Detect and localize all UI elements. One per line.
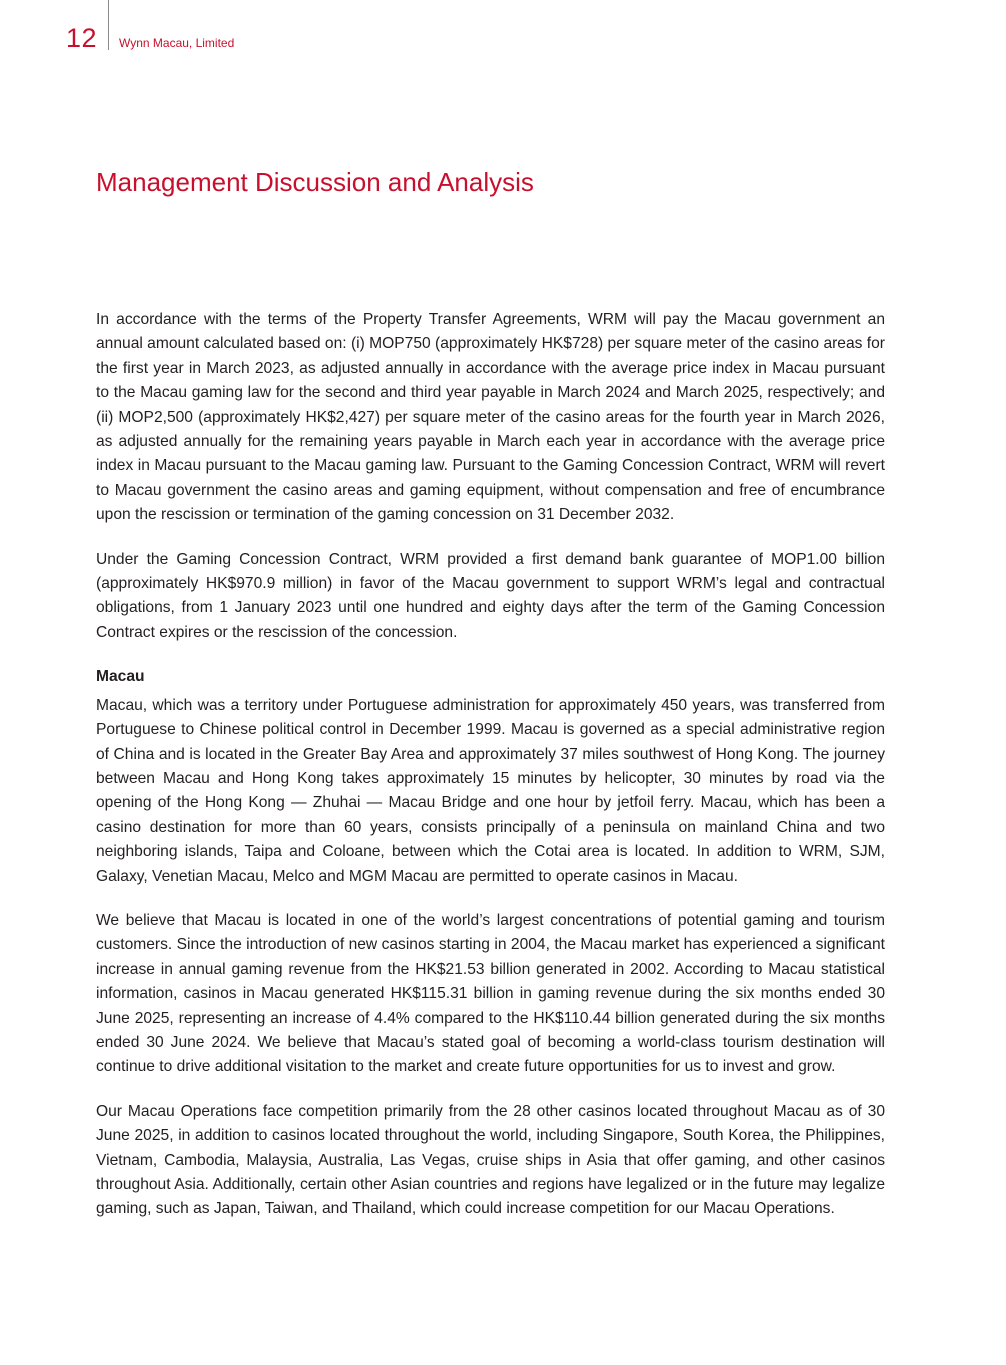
paragraph-macau-overview: Macau, which was a territory under Portuguese administration for approximately 450 years, was transferred from Portuguese to Chinese political control in December 1999. Macau is governed as a special administrative region of China and is located in the Greater Bay Area and approximately 37 miles southwest of Hong Kong. The journey between Macau and Hong Kong takes approximately 15 minutes by helicopter, 30 minutes by road via the opening of the Hong Kong — Zhuhai — Macau Bridge and one hour by jetfoil ferry. Macau, which has been a casino destination for more than 60 years, consists principally of a peninsula on mainland China and two neighboring islands, Taipa and Coloane, between which the Cotai area is located. In addition to WRM, SJM, Galaxy, Venetian Macau, Melco and MGM Macau are permitted to operate casinos in Macau. [96,696,885,885]
paragraph-bank-guarantee: Under the Gaming Concession Contract, WRM provided a first demand bank guarantee of MOP1.00 billion (approximately HK$970.9 million) in favor of the Macau government to support WRM’s legal and contractual obligations, from 1 January 2023 until one hundred and eighty days after the term of the Gaming Concession Contract expires or the rescission of the concession. [96,550,885,641]
page-number: 12 [66,23,98,53]
section-title: Management Discussion and Analysis [96,167,534,197]
paragraph-competition: Our Macau Operations face competition primarily from the 28 other casinos located throughout Macau as of 30 June 2025, in addition to casinos located throughout the world, including Singapore, South Korea, the Philippines, Vietnam, Cambodia, Malaysia, Australia, Las Vegas, cruise ships in Asia that offer gaming, and other casinos throughout Asia. Additionally, certain other Asian countries and regions have legalized or in the future may legalize gaming, such as Japan, Taiwan, and Thailand, which could increase competition for our Macau Operations. [96,1102,885,1218]
header-divider [108,0,109,50]
subheading-macau: Macau [96,668,145,686]
paragraph-property-transfer: In accordance with the terms of the Property Transfer Agreements, WRM will pay the Macau government an annual amount calculated based on: (i) MOP750 (approximately HK$728) per square meter of the casino areas for the first year in March 2023, as adjusted annually in accordance with the average price index in Macau pursuant to the Macau gaming law for the second and third year payable in March 2024 and March 2025, respectively; and (ii) MOP2,500 (approximately HK$2,427) per square meter of the casino areas for the fourth year in March 2026, as adjusted annually for the remaining years payable in March each year in accordance with the average price index in Macau pursuant to the Macau gaming law. Pursuant to the Gaming Concession Contract, WRM will revert to Macau government the casino areas and gaming equipment, without compensation and free of encumbrance upon the rescission or termination of the gaming concession on 31 December 2032. [96,311,885,524]
company-name: Wynn Macau, Limited [119,36,235,50]
document-body [96,308,885,1242]
paragraph-macau-market: We believe that Macau is located in one of the world’s largest concentrations of potential gaming and tourism customers. Since the introduction of new casinos starting in 2004, the Macau market has experienced a significant increase in annual gaming revenue from the HK$21.53 billion generated in 2002. According to Macau statistical information, casinos in Macau generated HK$115.31 billion in gaming revenue during the six months ended 30 June 2025, representing an increase of 4.4% compared to the HK$110.44 billion generated during the six months ended 30 June 2024. We believe that Macau’s stated goal of becoming a world-class tourism destination will continue to drive additional visitation to the market and create future opportunities for us to invest and grow. [96,911,885,1076]
